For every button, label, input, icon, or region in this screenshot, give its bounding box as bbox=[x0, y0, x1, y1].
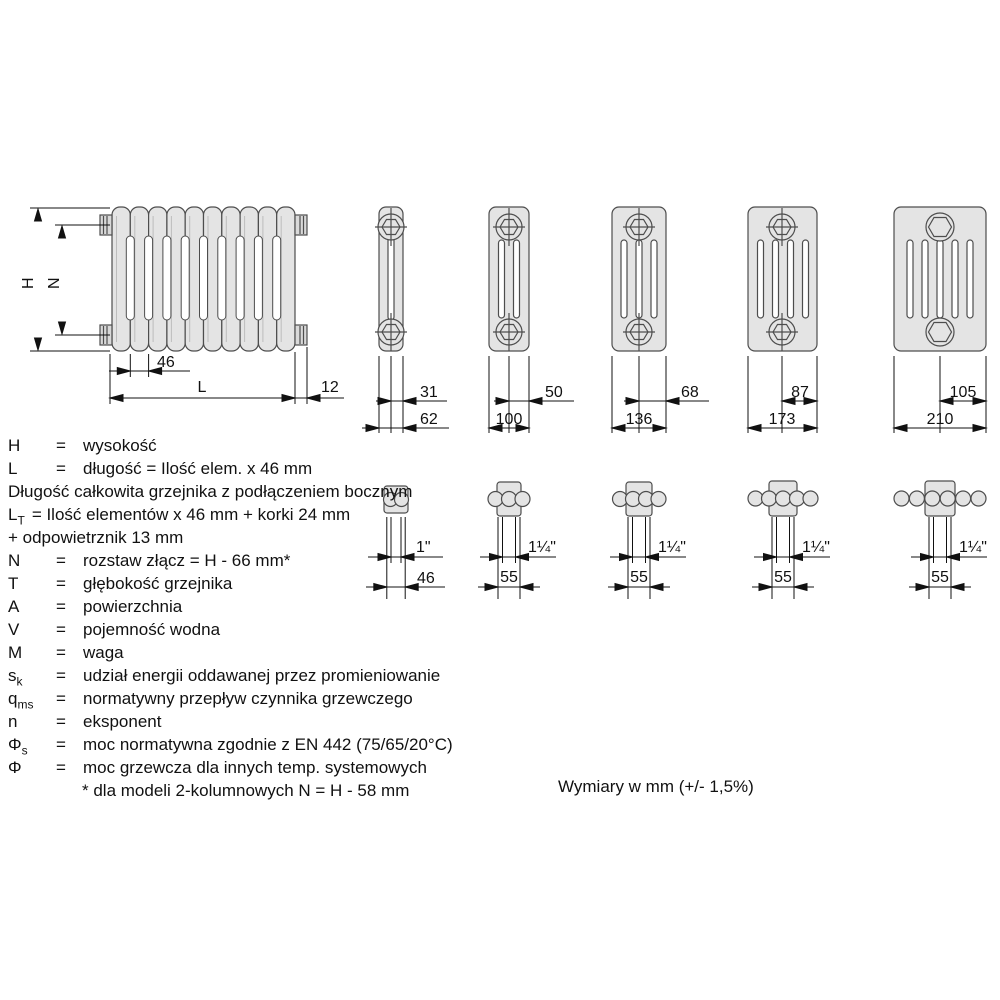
arrow-down-n bbox=[59, 322, 66, 334]
dim-half-depth-6col: 105 bbox=[949, 384, 977, 401]
arrow-down-h bbox=[35, 338, 42, 350]
dim-label-height: H bbox=[20, 277, 37, 289]
legend-row-water-capacity: V = pojemność wodna bbox=[8, 620, 221, 639]
dim-depth-4col: 136 bbox=[625, 411, 653, 428]
dim-depth-5col: 173 bbox=[768, 411, 796, 428]
dim-thread-3col: 1¼" bbox=[528, 539, 556, 556]
dim-half-depth-3col: 50 bbox=[545, 384, 563, 401]
tube-gaps bbox=[126, 236, 280, 320]
top-view-3col bbox=[478, 482, 556, 599]
cross-section-2col bbox=[362, 207, 449, 433]
arrow-up-n bbox=[59, 226, 66, 238]
legend-row-nominal-power: $\Phi_s$ = moc normatywna zgodnie z EN 442 (75/65/20°C) bbox=[8, 735, 453, 758]
dim-thread-6col: 1¼" bbox=[959, 539, 987, 556]
dim-depth-3col: 100 bbox=[495, 411, 523, 428]
legend-row-height: H = wysokość bbox=[8, 436, 157, 455]
legend-row-exponent: n = eksponent bbox=[8, 712, 162, 731]
dim-width-6col: 55 bbox=[931, 569, 949, 586]
dim-label-pitch-46: 46 bbox=[157, 354, 175, 371]
cross-section-6col bbox=[894, 207, 986, 433]
dim-width-3col: 55 bbox=[500, 569, 518, 586]
top-view-6col bbox=[894, 481, 987, 599]
dim-half-depth-5col: 87 bbox=[791, 384, 809, 401]
cross-section-5col bbox=[748, 207, 817, 433]
dim-width-5col: 55 bbox=[774, 569, 792, 586]
legend-row-radiation-share: $s_k$ = udział energii oddawanej przez promieniowanie bbox=[8, 666, 441, 689]
legend-row-depth: T = głębokość grzejnika bbox=[8, 574, 233, 593]
legend-row-spacing: N = rozstaw złącz = H - 66 mm* bbox=[8, 551, 291, 570]
top-view-4col bbox=[608, 482, 686, 599]
cross-section-4col bbox=[612, 207, 709, 433]
dim-half-depth-2col: 31 bbox=[420, 384, 438, 401]
dim-width-2col: 46 bbox=[417, 570, 435, 587]
dim-thread-4col: 1¼" bbox=[658, 539, 686, 556]
dim-thread-2col: 1" bbox=[416, 539, 431, 556]
legend-row-flow: $q_{ms}$ = normatywny przepływ czynnika grzewczego bbox=[8, 689, 413, 712]
dim-label-extension-12: 12 bbox=[321, 379, 339, 396]
legend-row-weight: M = waga bbox=[8, 643, 124, 662]
dim-thread-5col: 1¼" bbox=[802, 539, 830, 556]
dim-label-length: L bbox=[197, 379, 207, 396]
dim-half-depth-4col: 68 bbox=[681, 384, 699, 401]
legend-row-air-vent: + odpowietrznik 13 mm bbox=[8, 528, 184, 547]
top-view-5col bbox=[748, 481, 830, 599]
legend bbox=[8, 434, 453, 802]
dim-width-4col: 55 bbox=[630, 569, 648, 586]
legend-row-total-length-title: Długość całkowita grzejnika z podłączeniem bocznym bbox=[8, 482, 413, 501]
arrow-up-h bbox=[35, 209, 42, 221]
legend-row-area: A = powierzchnia bbox=[8, 597, 183, 616]
dim-label-spacing: N bbox=[46, 277, 63, 289]
dim-depth-2col: 62 bbox=[420, 411, 438, 428]
legend-row-total-length-formula: $L_T$ = Ilość elementów x 46 mm + korki 24 mm bbox=[8, 505, 351, 528]
legend-row-other-power: Φ = moc grzewcza dla innych temp. systemowych bbox=[8, 758, 427, 777]
legend-row-length: L = długość = Ilość elem. x 46 mm bbox=[8, 459, 313, 478]
legend-row-footnote: * dla modeli 2-kolumnowych N = H - 58 mm bbox=[82, 781, 410, 800]
front-view-radiator bbox=[100, 207, 307, 351]
dimensions-note: Wymiary w mm (+/- 1,5%) bbox=[558, 777, 754, 796]
dim-depth-6col: 210 bbox=[926, 411, 954, 428]
cross-section-3col bbox=[489, 207, 574, 433]
